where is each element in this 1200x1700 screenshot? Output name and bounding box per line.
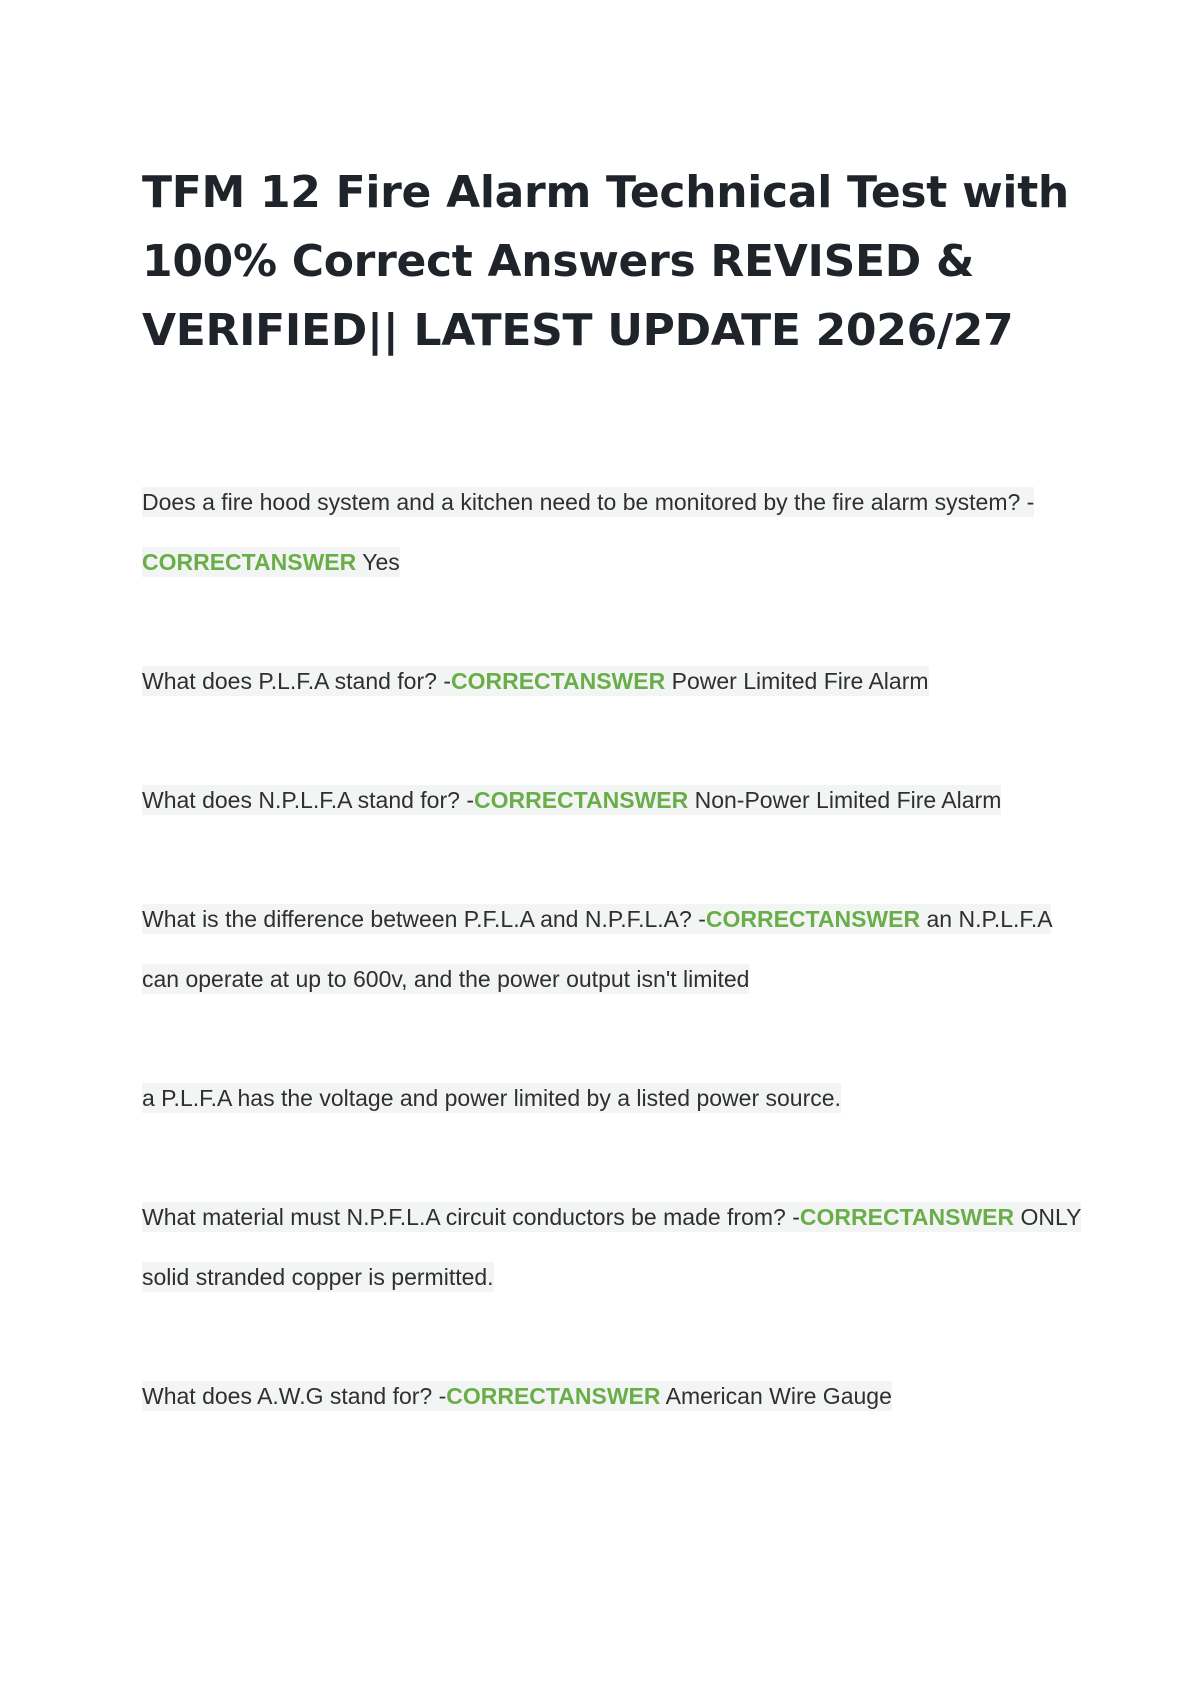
qa-item-6 <box>142 1366 1082 1426</box>
answer-text: Non-Power Limited Fire Alarm <box>688 787 1002 813</box>
correct-answer-marker: CORRECTANSWER <box>142 549 357 575</box>
qa-item-2 <box>142 651 1082 711</box>
answer-text: American Wire Gauge <box>660 1383 892 1409</box>
answer-text: Power Limited Fire Alarm <box>665 668 929 694</box>
answer-text: an N.P.L.F.A can operate at up to 600v, and the power output isn't limited <box>142 906 1052 992</box>
qa-item-3 <box>142 770 1082 830</box>
correct-answer-marker: CORRECTANSWER <box>450 668 666 694</box>
qa-item-1 <box>142 472 1082 592</box>
question-text: What does P.L.F.A stand for? - <box>142 668 451 694</box>
answer-text: a P.L.F.A has the voltage and power limited by a listed power source. <box>142 1085 841 1111</box>
qa-item-5 <box>142 1187 1082 1307</box>
answer-text: ONLY solid stranded copper is permitted. <box>142 1204 1082 1290</box>
question-text: What material must N.P.F.L.A circuit conductors be made from? - <box>142 1204 800 1230</box>
qa-item-4 <box>142 889 1082 1009</box>
question-text: Does a fire hood system and a kitchen need to be monitored by the fire alarm system? - <box>142 489 1035 515</box>
qa-list <box>142 472 1082 1426</box>
correct-answer-marker: CORRECTANSWER <box>446 1383 661 1409</box>
correct-answer-marker: CORRECTANSWER <box>799 1204 1015 1230</box>
correct-answer-marker: CORRECTANSWER <box>705 906 921 932</box>
correct-answer-marker: CORRECTANSWER <box>473 787 689 813</box>
question-text: What does N.P.L.F.A stand for? - <box>142 787 474 813</box>
document-title: TFM 12 Fire Alarm Technical Test with 100% Correct Answers REVISED & VERIFIED|| LATEST UPDATE 2026/27 <box>142 167 1069 356</box>
question-text: What does A.W.G stand for? - <box>142 1383 447 1409</box>
qa-item-4-continued <box>142 1068 1082 1128</box>
answer-text: Yes <box>356 549 400 575</box>
question-text: What is the difference between P.F.L.A and N.P.F.L.A? - <box>142 906 706 932</box>
